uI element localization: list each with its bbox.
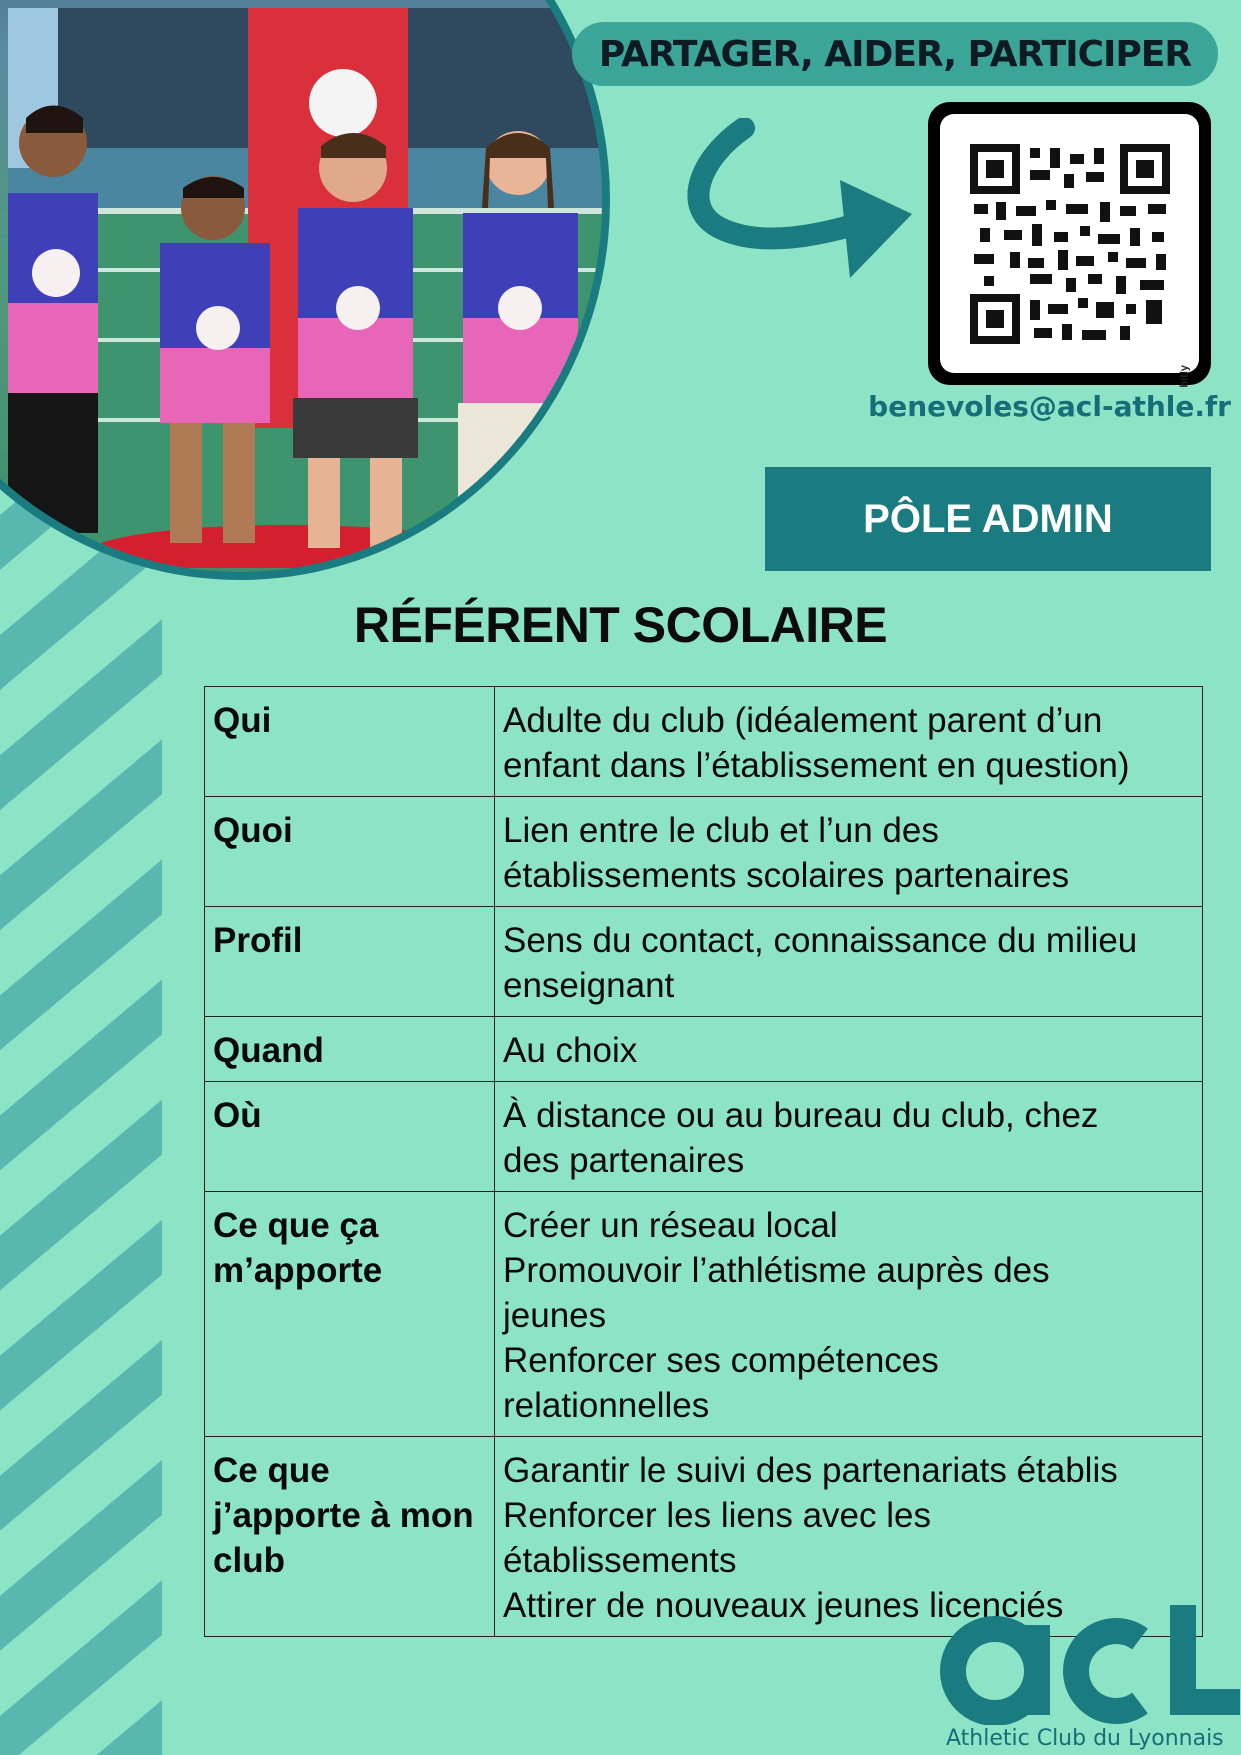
row-value xyxy=(495,1192,1203,1437)
athletes-photo xyxy=(0,0,610,580)
row-value-line: Renforcer ses compétences xyxy=(503,1341,939,1380)
row-value-line: établissements scolaires partenaires xyxy=(503,856,1070,895)
row-value-line: À distance ou au bureau du club, chez xyxy=(503,1096,1099,1135)
row-value-line: Créer un réseau local xyxy=(503,1206,838,1245)
table-row xyxy=(205,1192,1203,1437)
row-value-line: enfant dans l’établissement en question) xyxy=(503,746,1130,785)
row-value xyxy=(495,907,1203,1017)
row-label: Quoi xyxy=(205,797,495,907)
row-value-line: établissements xyxy=(503,1541,737,1580)
row-value-line: Sens du contact, connaissance du milieu xyxy=(503,921,1138,960)
qr-pattern-icon xyxy=(970,144,1170,344)
row-label: Quand xyxy=(205,1017,495,1082)
qr-label: bitly xyxy=(1179,365,1191,388)
row-value-line: jeunes xyxy=(503,1296,607,1335)
row-value-line: des partenaires xyxy=(503,1141,745,1180)
row-value xyxy=(495,797,1203,907)
qr-code[interactable] xyxy=(928,102,1211,388)
row-value xyxy=(495,1082,1203,1192)
table-row xyxy=(205,907,1203,1017)
row-value-line: Promouvoir l’athlétisme auprès des xyxy=(503,1251,1050,1290)
pole-badge: PÔLE ADMIN xyxy=(765,467,1211,571)
row-label: Ce que ça m’apporte xyxy=(205,1192,495,1437)
table-row xyxy=(205,1082,1203,1192)
row-value-line: Garantir le suivi des partenariats établis xyxy=(503,1451,1118,1490)
info-table xyxy=(204,686,1203,1637)
contact-email[interactable]: benevoles@acl-athle.fr xyxy=(868,390,1231,423)
logo-subtitle: Athletic Club du Lyonnais xyxy=(946,1726,1224,1751)
row-value-line: Renforcer les liens avec les xyxy=(503,1496,931,1535)
row-label: Ce que j’apporte à mon club xyxy=(205,1437,495,1637)
row-value-line: relationnelles xyxy=(503,1386,710,1425)
row-value xyxy=(495,1017,1203,1082)
table-row xyxy=(205,687,1203,797)
row-value xyxy=(495,687,1203,797)
row-value-line: enseignant xyxy=(503,966,675,1005)
arrow-icon xyxy=(680,118,920,288)
row-label: Qui xyxy=(205,687,495,797)
athletes-illustration xyxy=(8,8,608,568)
acl-logo xyxy=(940,1605,1240,1725)
row-label: Profil xyxy=(205,907,495,1017)
row-label: Où xyxy=(205,1082,495,1192)
table-row xyxy=(205,1017,1203,1082)
page-title: RÉFÉRENT SCOLAIRE xyxy=(353,597,888,653)
row-value-line: Adulte du club (idéalement parent d’un xyxy=(503,701,1103,740)
row-value-line: Attirer de nouveaux jeunes licenciés xyxy=(503,1586,1064,1625)
table-row xyxy=(205,797,1203,907)
row-value-line: Au choix xyxy=(503,1031,638,1070)
row-value-line: Lien entre le club et l’un des xyxy=(503,811,939,850)
qr-code-inner xyxy=(940,114,1199,388)
slogan-banner: PARTAGER, AIDER, PARTICIPER xyxy=(572,22,1218,86)
